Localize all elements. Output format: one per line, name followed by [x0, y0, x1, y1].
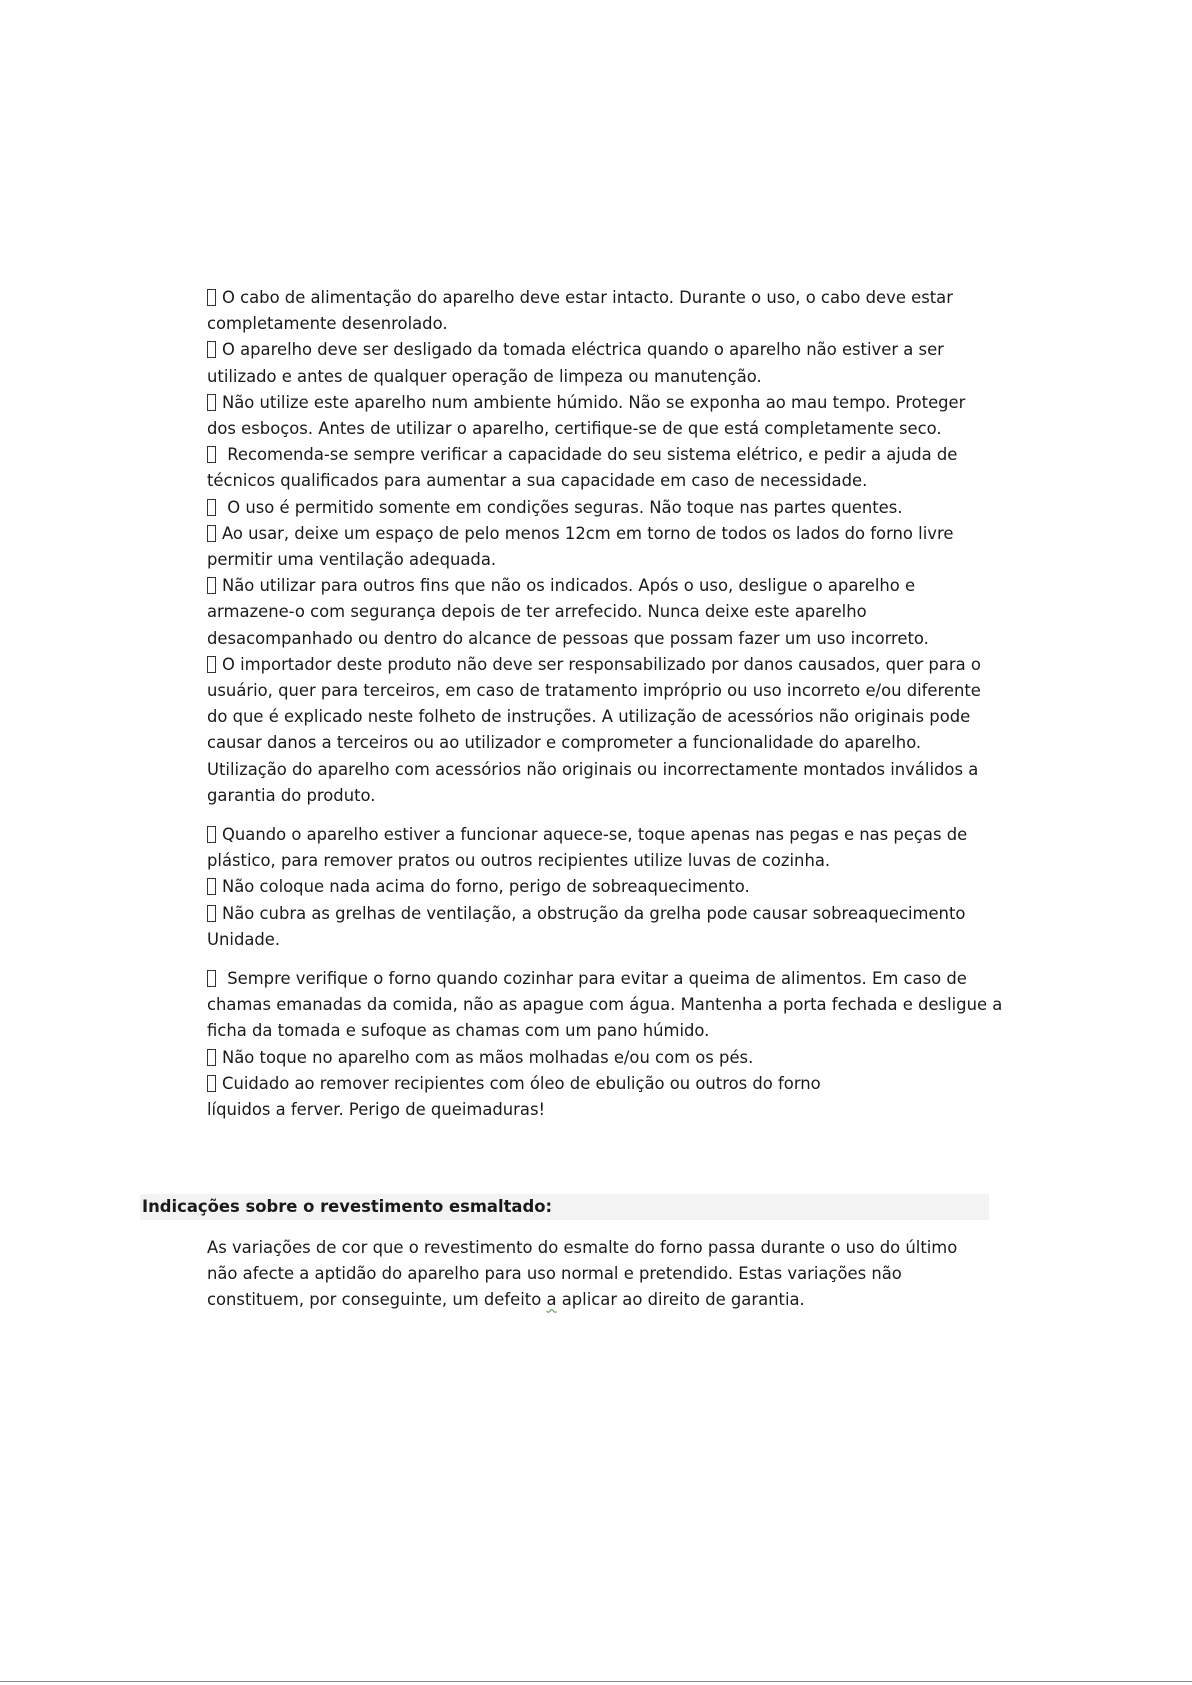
- missing-glyph-icon: [207, 577, 216, 594]
- bullet-text-line: [207, 285, 987, 311]
- bullet-text-line: [207, 1045, 987, 1071]
- safety-bullet-item: [207, 573, 987, 652]
- safety-bullet-item: [207, 901, 987, 953]
- bullet-text: plástico, para remover pratos ou outros recipientes utilize luvas de cozinha.: [207, 851, 831, 871]
- bullet-text-line: [207, 599, 987, 625]
- bullet-text: O importador deste produto não deve ser responsabilizado por danos causados, quer para o: [222, 654, 981, 674]
- bullet-text: Não toque no aparelho com as mãos molhadas e/ou com os pés.: [222, 1047, 754, 1067]
- bullet-text: O aparelho deve ser desligado da tomada eléctrica quando o aparelho não estiver a ser: [222, 340, 944, 360]
- bullet-text: Não utilizar para outros fins que não os indicados. Após o uso, desligue o aparelho e: [222, 576, 916, 596]
- bullet-text: usuário, quer para terceiros, em caso de tratamento impróprio ou uso incorreto e/ou diferente: [207, 681, 981, 701]
- bullet-text-line: [207, 901, 987, 927]
- missing-glyph-icon: [207, 525, 216, 542]
- enamel-text-line: As variações de cor que o revestimento do esmalte do forno passa durante o uso do último: [207, 1238, 958, 1257]
- missing-glyph-icon: [207, 905, 216, 922]
- bullet-text: Sempre verifique o forno quando cozinhar para evitar a queima de alimentos. Em caso de: [222, 969, 967, 989]
- bullet-text: Ao usar, deixe um espaço de pelo menos 12cm em torno de todos os lados do forno livre: [222, 523, 954, 543]
- bullet-text: Não coloque nada acima do forno, perigo de sobreaquecimento.: [222, 877, 750, 897]
- bullet-text: permitir uma ventilação adequada.: [207, 550, 497, 570]
- missing-glyph-icon: [207, 446, 216, 463]
- bullet-text-line: [207, 704, 987, 730]
- bullet-text: completamente desenrolado.: [207, 314, 448, 334]
- missing-glyph-icon: [207, 499, 216, 516]
- bullet-text-line: [207, 442, 987, 468]
- bullet-text-line: [207, 416, 987, 442]
- safety-bullet-item: [207, 495, 987, 521]
- bullet-text-line: [207, 992, 1003, 1018]
- bullet-text: do que é explicado neste folheto de instruções. A utilização de acessórios não originais pode: [207, 707, 971, 727]
- bullet-text: armazene-o com segurança depois de ter arrefecido. Nunca deixe este aparelho: [207, 602, 867, 622]
- safety-bullet-item: [207, 521, 987, 573]
- bullet-text-line: [207, 573, 987, 599]
- bullet-text-line: [207, 927, 987, 953]
- safety-bullet-item: [207, 285, 987, 337]
- bullet-text: O uso é permitido somente em condições seguras. Não toque nas partes quentes.: [222, 497, 903, 517]
- bullet-text: Utilização do aparelho com acessórios não originais ou incorrectamente montados inválidos a: [207, 759, 979, 779]
- bullet-text-line: [207, 966, 987, 992]
- missing-glyph-icon: [207, 826, 216, 843]
- page-bottom-border: [0, 1681, 1192, 1682]
- missing-glyph-icon: [207, 656, 216, 673]
- safety-bullet-item: [207, 652, 987, 809]
- bullet-text-line: [207, 822, 987, 848]
- bullet-text: líquidos a ferver. Perigo de queimaduras!: [207, 1100, 546, 1120]
- missing-glyph-icon: [207, 289, 216, 306]
- safety-bullet-item: [207, 966, 1003, 1045]
- bullet-text: Quando o aparelho estiver a funcionar aquece-se, toque apenas nas pegas e nas peças de: [222, 825, 968, 845]
- bullet-text-line: [207, 678, 987, 704]
- bullet-text-line: [207, 468, 987, 494]
- bullet-text: Não cubra as grelhas de ventilação, a obstrução da grelha pode causar sobreaquecimento: [222, 903, 966, 923]
- safety-group-2: [207, 822, 987, 953]
- bullet-text: garantia do produto.: [207, 785, 376, 805]
- missing-glyph-icon: [207, 394, 216, 411]
- bullet-text: Cuidado ao remover recipientes com óleo de ebulição ou outros do forno: [222, 1073, 821, 1093]
- bullet-text-line: [207, 495, 987, 521]
- missing-glyph-icon: [207, 878, 216, 895]
- bullet-text-line: [207, 521, 987, 547]
- bullet-text: causar danos a terceiros ou ao utilizador e comprometer a funcionalidade do aparelho.: [207, 733, 922, 753]
- bullet-text: O cabo de alimentação do aparelho deve estar intacto. Durante o uso, o cabo deve estar: [222, 288, 953, 307]
- safety-group-3: [207, 966, 1003, 1123]
- bullet-text: Unidade.: [207, 929, 281, 949]
- bullet-text: Recomenda-se sempre verificar a capacidade do seu sistema elétrico, e pedir a ajuda de: [222, 445, 958, 465]
- bullet-text: dos esboços. Antes de utilizar o aparelho, certifique-se de que está completamente seco.: [207, 419, 942, 439]
- enamel-text-segment: aplicar ao direito de garantia.: [556, 1290, 805, 1310]
- bullet-text: Não utilize este aparelho num ambiente húmido. Não se exponha ao mau tempo. Proteger: [222, 392, 966, 412]
- missing-glyph-icon: [207, 341, 216, 358]
- bullet-text-line: [207, 730, 987, 756]
- bullet-text-line: [207, 652, 987, 678]
- enamel-text-segment: constituem, por conseguinte, um defeito: [207, 1290, 547, 1310]
- bullet-text: utilizado e antes de qualquer operação de limpeza ou manutenção.: [207, 366, 762, 386]
- bullet-text-line: [207, 547, 987, 573]
- enamel-text-line: não afecte a aptidão do aparelho para uso normal e pretendido. Estas variações não: [207, 1264, 902, 1284]
- bullet-text: técnicos qualificados para aumentar a sua capacidade em caso de necessidade.: [207, 471, 868, 491]
- bullet-text-line: [207, 757, 987, 783]
- bullet-text-line: [207, 783, 987, 809]
- bullet-text-line: [207, 364, 987, 390]
- enamel-section-body: [207, 1235, 987, 1314]
- grammar-underline: a: [546, 1290, 557, 1310]
- bullet-text-line: [207, 1071, 987, 1097]
- bullet-text-line: [207, 874, 987, 900]
- bullet-text-line: [207, 1097, 987, 1123]
- bullet-text: desacompanhado ou dentro do alcance de pessoas que possam fazer um uso incorreto.: [207, 628, 929, 648]
- safety-bullet-item: [207, 874, 987, 900]
- bullet-text-line: [207, 390, 987, 416]
- bullet-text-line: [207, 337, 987, 363]
- safety-bullet-item: [207, 1071, 987, 1123]
- bullet-text: chamas emanadas da comida, não as apague com água. Mantenha a porta fechada e desligue a: [207, 995, 1003, 1015]
- safety-instructions: [207, 285, 1003, 1123]
- bullet-text: ficha da tomada e sufoque as chamas com um pano húmido.: [207, 1021, 710, 1041]
- bullet-text-line: [207, 1018, 987, 1044]
- missing-glyph-icon: [207, 970, 216, 987]
- bullet-text-line: [207, 626, 987, 652]
- safety-bullet-item: [207, 822, 987, 874]
- enamel-section-heading: Indicações sobre o revestimento esmaltado:: [140, 1194, 989, 1220]
- safety-bullet-item: [207, 442, 987, 494]
- safety-bullet-item: [207, 1045, 987, 1071]
- bullet-text-line: [207, 311, 987, 337]
- safety-bullet-item: [207, 337, 987, 389]
- enamel-text-line: [207, 1287, 987, 1313]
- safety-bullet-item: [207, 390, 987, 442]
- bullet-text-line: [207, 848, 987, 874]
- safety-group-1: [207, 285, 987, 809]
- missing-glyph-icon: [207, 1075, 216, 1092]
- missing-glyph-icon: [207, 1049, 216, 1066]
